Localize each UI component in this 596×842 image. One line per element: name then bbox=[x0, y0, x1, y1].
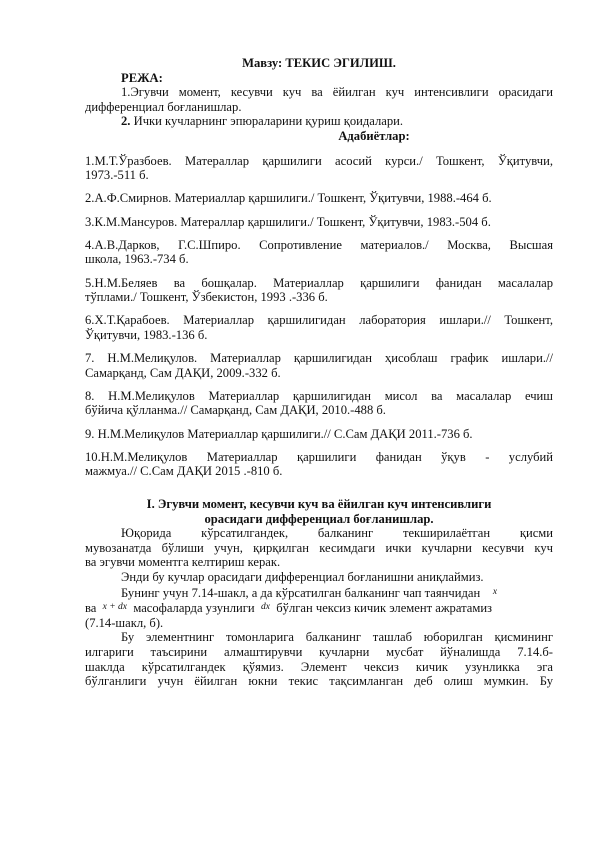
reference-line: Ўқитувчи, 1983.-136 б. bbox=[85, 327, 208, 342]
reference-item bbox=[85, 427, 553, 442]
reference-line: 9. Н.М.Мелиқулов Материаллар қаршилиги.// С.Сам ДАҚИ 2011.-736 б. bbox=[85, 426, 473, 441]
reference-line: 7. Н.М.Мелиқулов. Материаллар қаршилигидан ҳисоблаш график ишлари.// bbox=[85, 351, 553, 366]
plan-item-1: 1.Эгувчи момент, кесувчи куч ва ёйилган куч интенсивлиги орасидаги bbox=[121, 85, 553, 100]
body-paragraph-2: Энди бу кучлар орасидаги дифференциал боғланишни аниқлаймиз. bbox=[121, 569, 484, 584]
reference-line: 10.Н.М.Мелиқулов Материаллар қаршилиги фанидан ўқув - услубий bbox=[85, 449, 553, 464]
plan-item-1-cont: дифференциал боғланишлар. bbox=[85, 99, 242, 114]
plan-heading: РЕЖА: bbox=[121, 70, 163, 85]
reference-item bbox=[85, 450, 553, 479]
body-paragraph-3-end: (7.14-шакл, б). bbox=[85, 615, 164, 630]
body-paragraph-1-end: ва эгувчи моментга келтириш керак. bbox=[85, 555, 281, 570]
reference-line: школа, 1963.-734 б. bbox=[85, 252, 189, 267]
reference-line: Самарқанд, Сам ДАҚИ, 2009.-332 б. bbox=[85, 365, 281, 380]
reference-line: 6.Х.Т.Қарабоев. Материаллар қаршилигидан лаборатория ишлари.// Тошкент, bbox=[85, 313, 553, 328]
plan-item-2: 2. Ички кучларнинг эпюраларини қуриш қоидалари. bbox=[121, 114, 404, 129]
reference-line: 8. Н.М.Мелиқулов Материаллар қаршилигидан мисол ва масалалар ечиш bbox=[85, 388, 553, 403]
section-title-line-2: орасидаги дифференциал боғланишлар. bbox=[204, 511, 434, 526]
reference-line: бўйича қўлланма.// Самарқанд, Сам ДАҚИ, 2010.-488 б. bbox=[85, 403, 386, 418]
math-x: x bbox=[492, 586, 498, 597]
reference-line: 1.М.Т.Ўразбоев. Матераллар қаршилиги асосий курси./ Тошкент, Ўқитувчи, bbox=[85, 153, 553, 168]
body-paragraph-4-line-2: илгариги таъсирини алмаштирувчи кучларни мусбат йўналишда 7.14.б- bbox=[85, 644, 553, 659]
reference-item bbox=[85, 154, 553, 183]
reference-item bbox=[85, 276, 553, 305]
reference-item bbox=[85, 191, 553, 206]
reference-item bbox=[85, 389, 553, 418]
reference-line: мажмуа.// С.Сам ДАҚИ 2015 .-810 б. bbox=[85, 464, 283, 479]
reference-line: 1973.-511 б. bbox=[85, 168, 149, 183]
math-dx: dx bbox=[260, 602, 270, 613]
body-paragraph-3: Бунинг учун 7.14-шакл, а да кўрсатилган балканинг чап таянчидан $^x$ bbox=[121, 585, 498, 600]
math-x-plus-dx: x + dx bbox=[102, 602, 128, 613]
body-paragraph-4-line-4: бўлганлиги учун ёйилган юкни текис тақсимланган деб олиш мумкин. Бу bbox=[85, 674, 553, 689]
reference-item bbox=[85, 351, 553, 380]
reference-line: 4.А.В.Дарков, Г.С.Шпиро. Сопротивление материалов./ Москва, Высшая bbox=[85, 237, 553, 252]
references-list bbox=[85, 154, 553, 479]
section-title-line-1: I. Эгувчи момент, кесувчи куч ва ёйилган куч интенсивлиги bbox=[146, 497, 492, 511]
reference-item bbox=[85, 215, 553, 230]
body-paragraph-4-line-3: шаклда кўрсатилгандек қўямиз. Элемент чексиз кичик узунликка эга bbox=[85, 659, 553, 674]
reference-item bbox=[85, 238, 553, 267]
reference-line: 3.К.М.Мансуров. Матераллар қаршилиги./ Тошкент, Ўқитувчи, 1983.-504 б. bbox=[85, 214, 491, 229]
document-page bbox=[85, 56, 553, 689]
body-paragraph-1-cont: мувозанатда бўлиши учун, қирқилган кесимдаги ички кучларни кесувчи куч bbox=[85, 540, 553, 555]
body-paragraph-1: Юқорида кўрсатилгандек, балканинг текширилаётган қисми bbox=[121, 526, 553, 541]
reference-line: 2.А.Ф.Смирнов. Материаллар қаршилиги./ Тошкент, Ўқитувчи, 1988.-464 б. bbox=[85, 191, 492, 206]
topic-title: Мавзу: ТЕКИС ЭГИЛИШ. bbox=[242, 56, 396, 70]
reference-line: 5.Н.М.Беляев ва бошқалар. Материаллар қаршилиги фанидан масалалар bbox=[85, 275, 553, 290]
references-heading: Адабиётлар: bbox=[338, 128, 410, 143]
reference-item bbox=[85, 313, 553, 342]
body-paragraph-4: Бу элементнинг томонларига балканинг ташлаб юборилган қисмининг bbox=[121, 630, 553, 645]
body-paragraph-3-cont: ва $^{x + dx}$ масофаларда узунлиги $^{dx}$ бўлган чексиз кичик элемент ажратамиз bbox=[85, 601, 493, 616]
reference-line: тўплами./ Тошкент, Ўзбекистон, 1993 .-336 б. bbox=[85, 290, 328, 305]
